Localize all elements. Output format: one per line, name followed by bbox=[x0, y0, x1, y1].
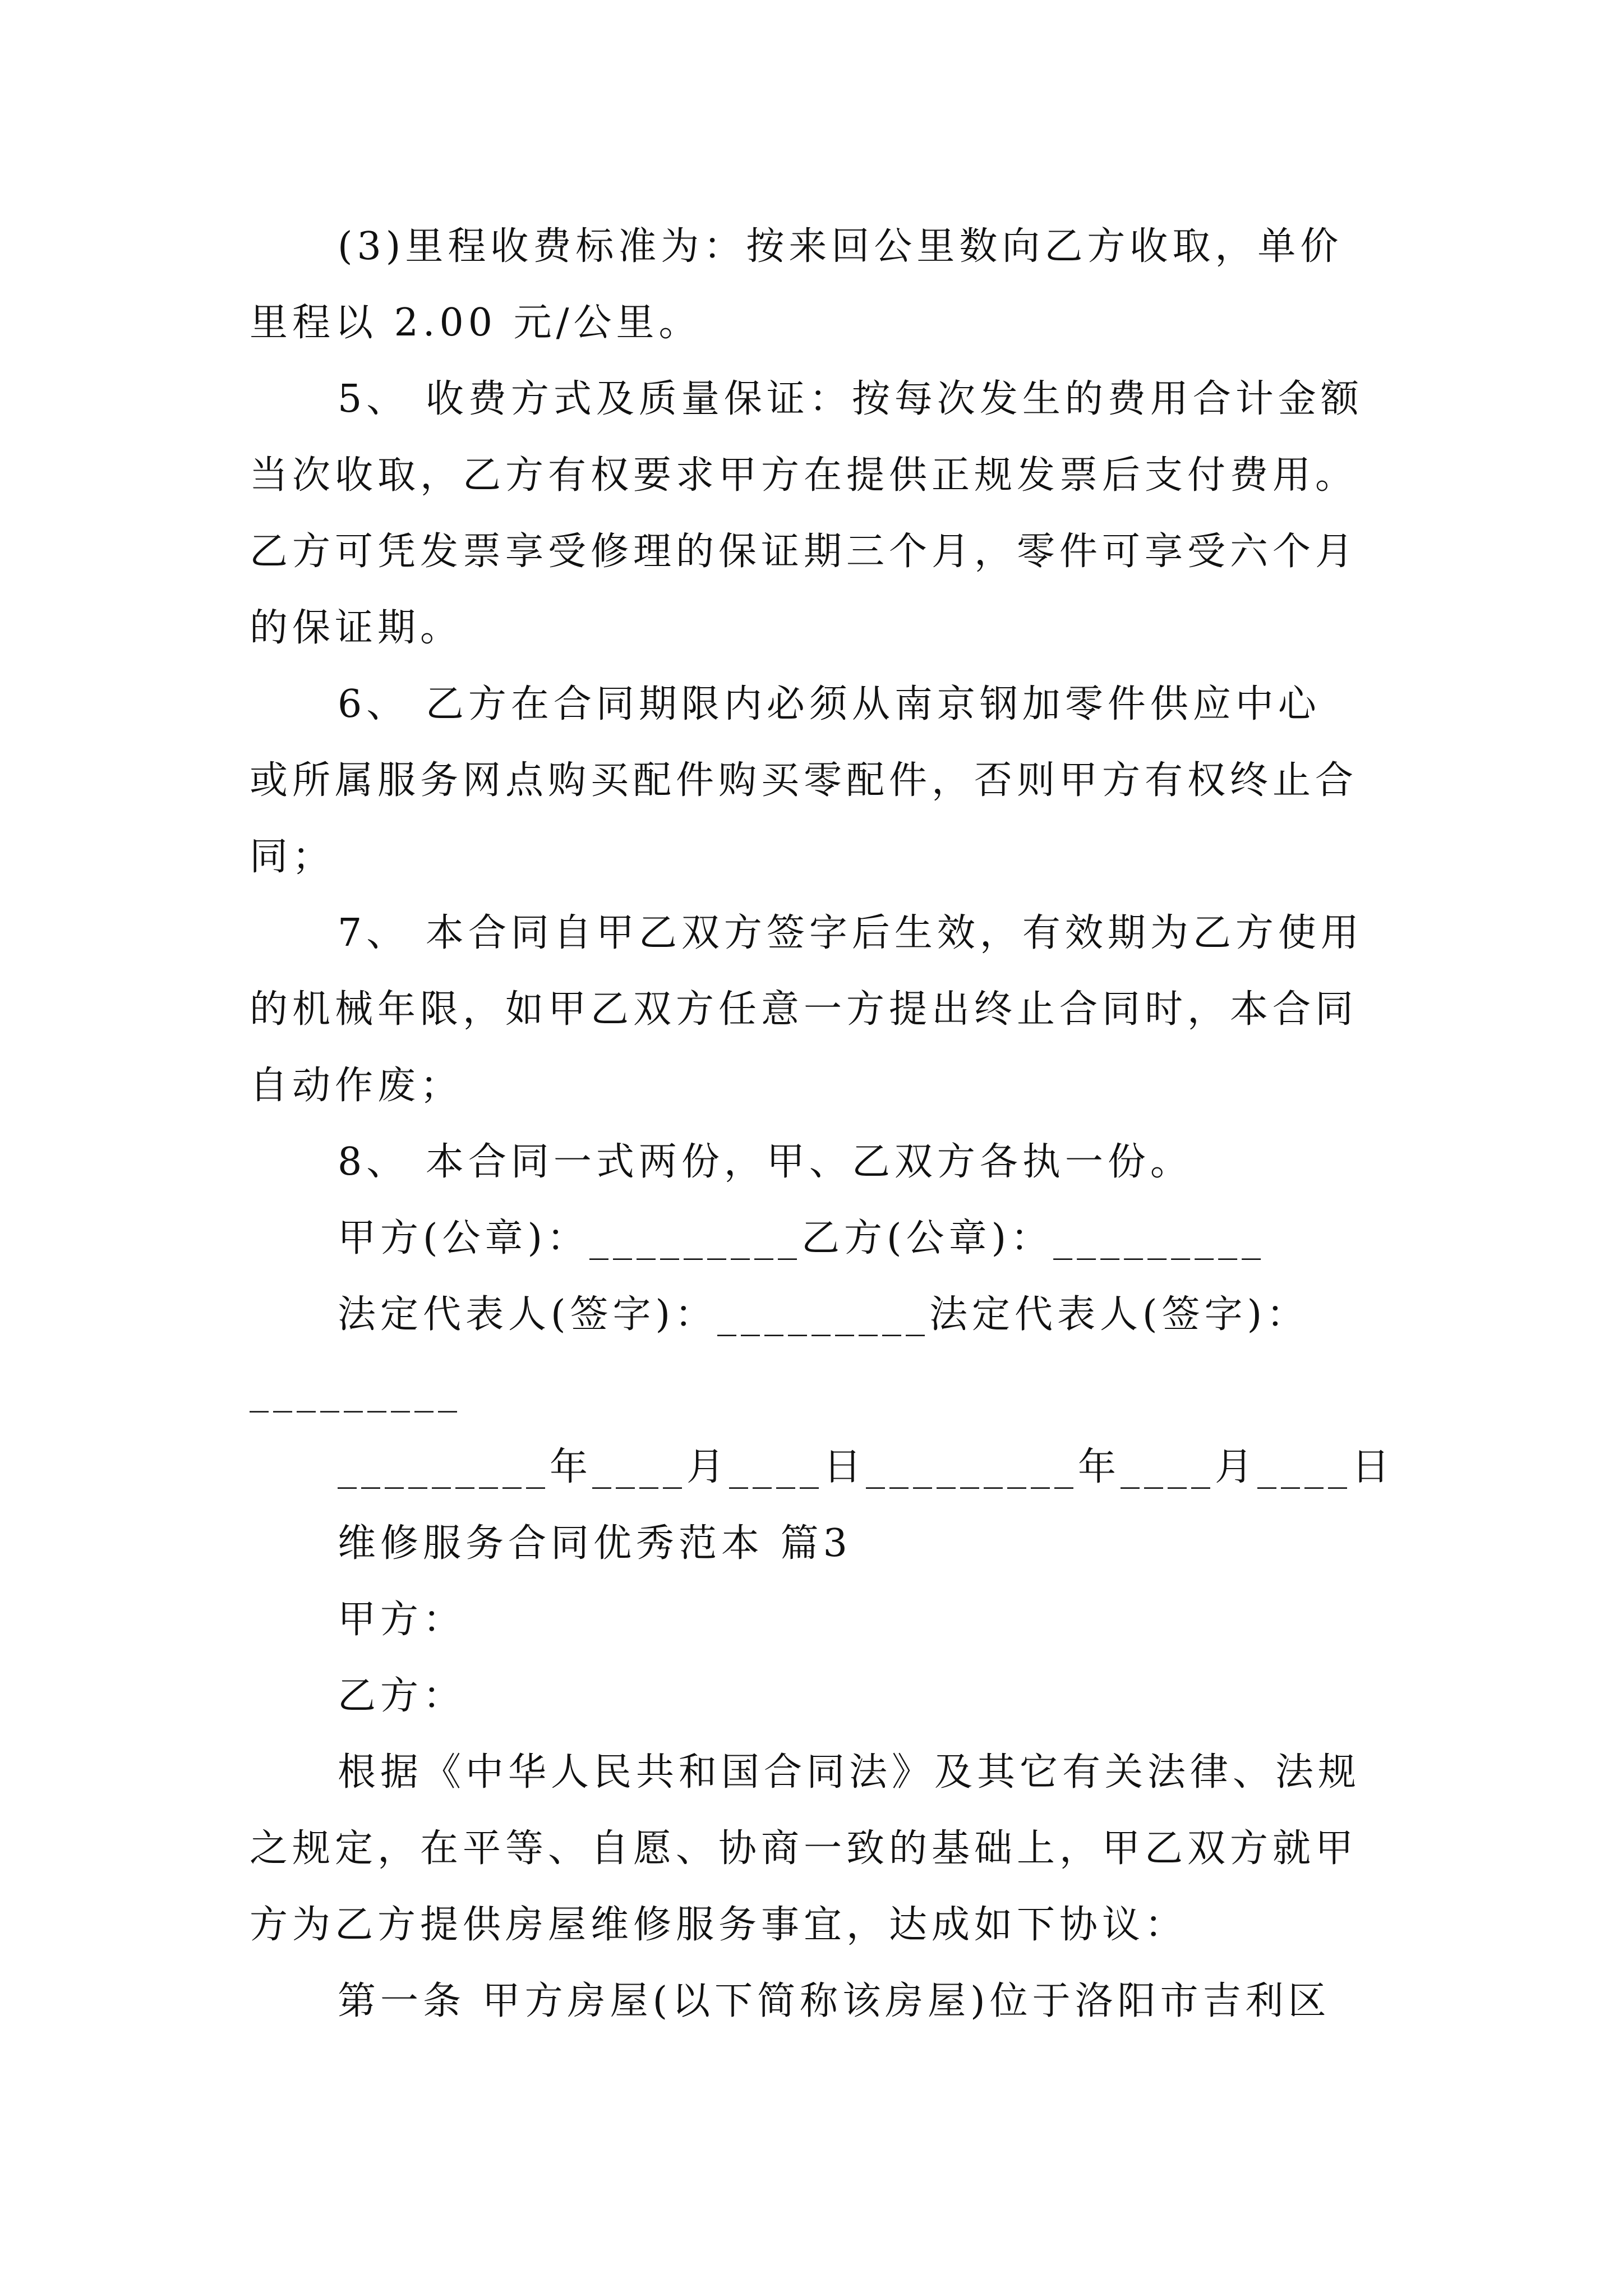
document-body bbox=[250, 209, 1455, 2040]
document-line: _________ bbox=[250, 1369, 462, 1413]
signature-seal-line bbox=[250, 1200, 1455, 1277]
document-line: 之规定，在平等、自愿、协商一致的基础上，甲乙双方就甲 bbox=[250, 1826, 1358, 1871]
document-line: 甲方(公章)：_________乙方(公章)：_________ bbox=[338, 1216, 1266, 1260]
document-line: 第一条 甲方房屋(以下简称该房屋)位于洛阳市吉利区 bbox=[338, 1979, 1331, 2023]
document-line: 方为乙方提供房屋维修服务事宜，达成如下协议： bbox=[250, 1903, 1188, 1947]
document-line: 维修服务合同优秀范本 篇3 bbox=[338, 1521, 852, 1566]
paragraph-preamble bbox=[250, 1734, 1455, 1963]
document-line: 甲方： bbox=[338, 1598, 466, 1642]
document-line: 乙方可凭发票享受修理的保证期三个月，零件可享受六个月 bbox=[250, 530, 1358, 574]
paragraph-mileage-fee bbox=[250, 209, 1455, 361]
document-line: 8、 本合同一式两份，甲、乙双方各执一份。 bbox=[338, 1140, 1193, 1184]
document-line: 当次收取，乙方有权要求甲方在提供正规发票后支付费用。 bbox=[250, 453, 1358, 498]
party-a-label bbox=[250, 1582, 1455, 1658]
document-line: 自动作废； bbox=[250, 1064, 463, 1108]
document-line: 7、 本合同自甲乙双方签字后生效，有效期为乙方使用 bbox=[338, 911, 1363, 955]
signature-representative-line bbox=[250, 1277, 1455, 1429]
document-line: (3)里程收费标准为：按来回公里数向乙方收取，单价 bbox=[338, 224, 1343, 269]
document-line: 5、 收费方式及质量保证：按每次发生的费用合计金额 bbox=[338, 377, 1363, 421]
paragraph-clause-7 bbox=[250, 895, 1455, 1124]
document-line: 乙方： bbox=[338, 1674, 466, 1718]
document-line: 或所属服务网点购买配件购买零配件，否则甲方有权终止合 bbox=[250, 758, 1358, 803]
document-line: 根据《中华人民共和国合同法》及其它有关法律、法规 bbox=[338, 1750, 1361, 1795]
document-line: 法定代表人(签字)：_________法定代表人(签字)： bbox=[338, 1292, 1310, 1337]
paragraph-clause-8 bbox=[250, 1124, 1455, 1200]
document-line: 的机械年限，如甲乙双方任意一方提出终止合同时，本合同 bbox=[250, 987, 1358, 1032]
signature-date-line bbox=[250, 1429, 1455, 1506]
document-line: _________年____月____日_________年____月____日 bbox=[338, 1445, 1395, 1489]
paragraph-clause-6 bbox=[250, 666, 1455, 895]
party-b-label bbox=[250, 1658, 1455, 1734]
paragraph-article-1 bbox=[250, 1963, 1455, 2040]
document-line: 里程以 2.00 元/公里。 bbox=[250, 301, 702, 345]
document-line: 的保证期。 bbox=[250, 606, 463, 650]
document-line: 同； bbox=[250, 835, 335, 879]
paragraph-clause-5 bbox=[250, 361, 1455, 666]
document-line: 6、 乙方在合同期限内必须从南京钢加零件供应中心 bbox=[338, 682, 1321, 726]
section-title bbox=[250, 1506, 1455, 1582]
